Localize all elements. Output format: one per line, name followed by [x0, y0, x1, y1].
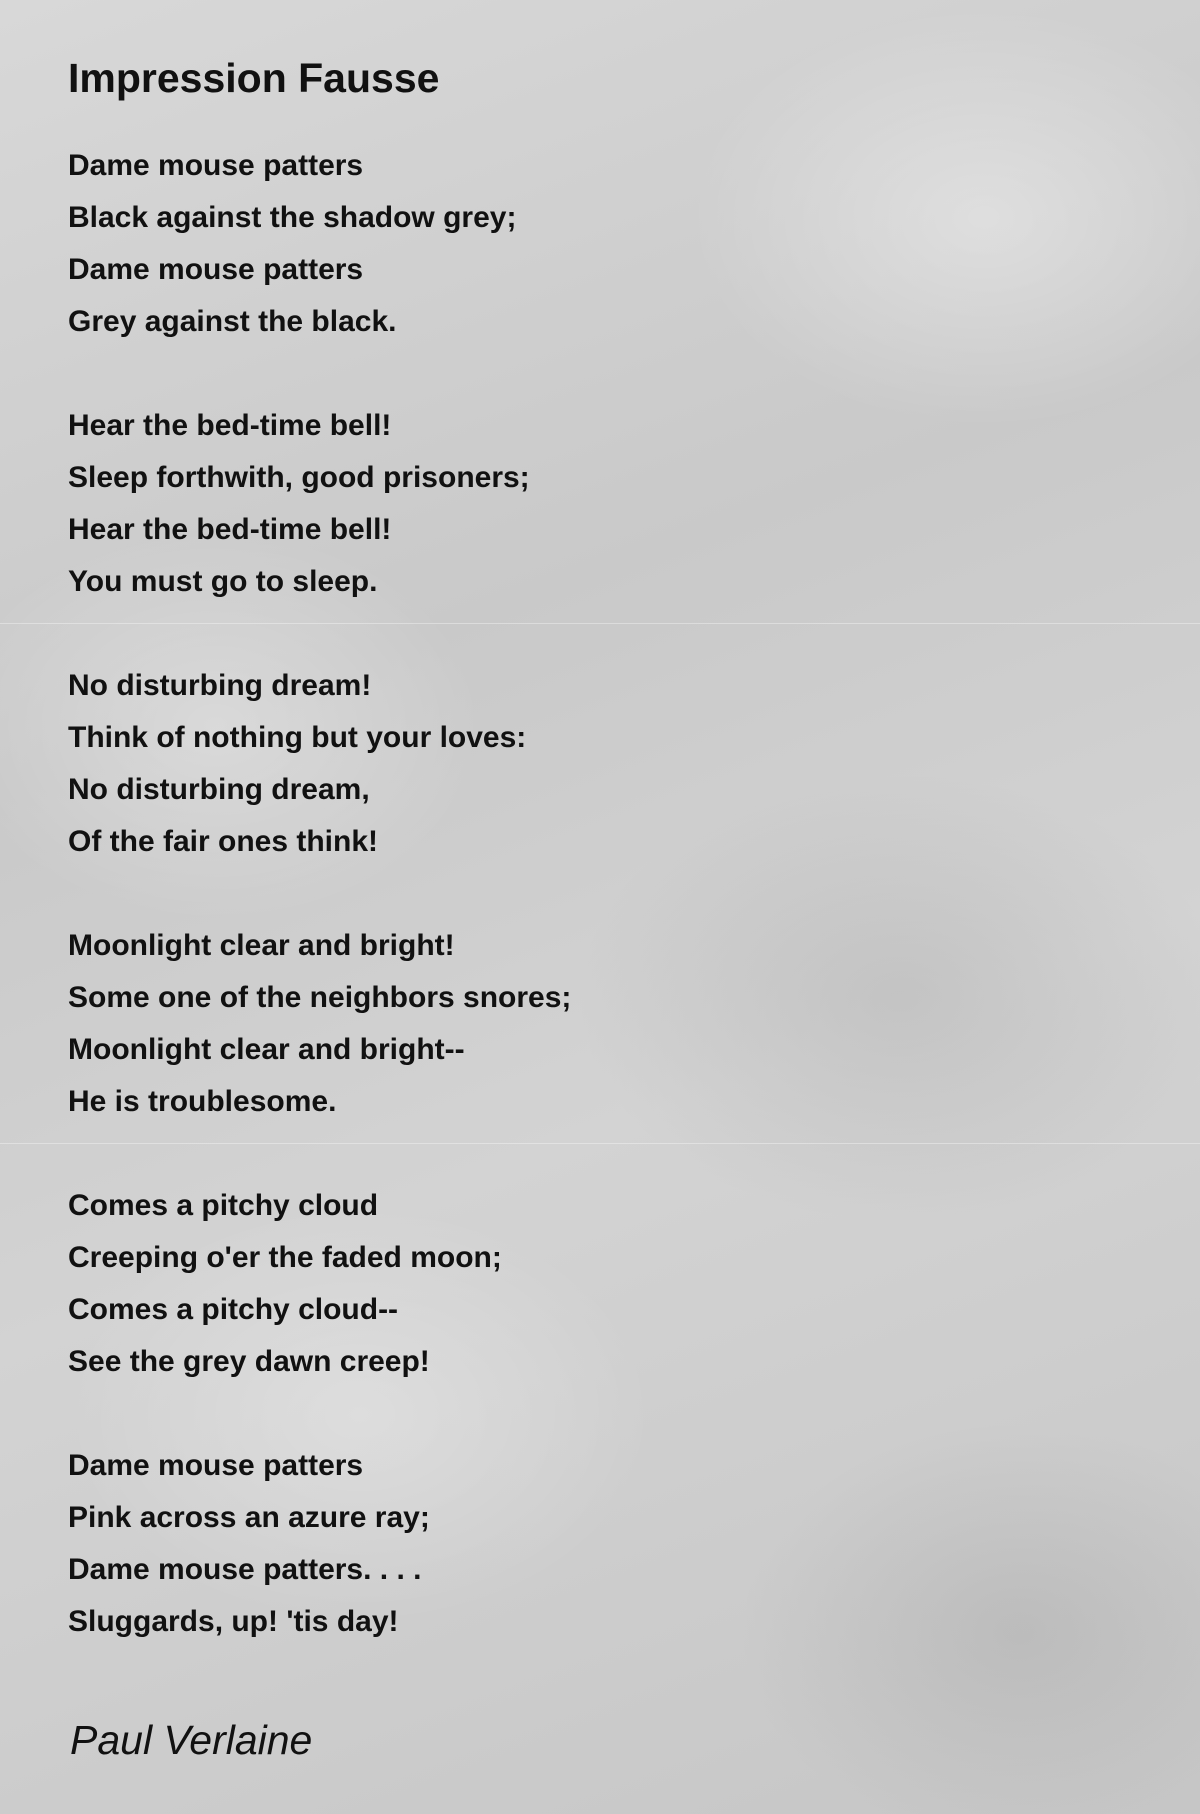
- poem-line: Dame mouse patters: [68, 1449, 364, 1482]
- poem-line: Think of nothing but your loves:: [68, 721, 527, 754]
- poem-title: Impression Fausse: [68, 55, 440, 101]
- poem-line: Comes a pitchy cloud--: [68, 1293, 399, 1326]
- poem-line: Sleep forthwith, good prisoners;: [68, 461, 530, 494]
- poem-line: See the grey dawn creep!: [68, 1345, 430, 1378]
- poem-line: Some one of the neighbors snores;: [68, 981, 572, 1014]
- stanza-2: [68, 400, 1128, 608]
- stanza-4: [68, 920, 1128, 1128]
- poem-line: Pink across an azure ray;: [68, 1501, 430, 1534]
- poem-line: Creeping o'er the faded moon;: [68, 1241, 502, 1274]
- poem-line: Dame mouse patters: [68, 253, 364, 286]
- poem-line: Grey against the black.: [68, 305, 397, 338]
- poem-line: He is troublesome.: [68, 1085, 337, 1118]
- stanza-3: [68, 660, 1128, 868]
- poem-line: Comes a pitchy cloud: [68, 1189, 379, 1222]
- stanza-5: [68, 1180, 1128, 1388]
- poem-line: Dame mouse patters: [68, 149, 364, 182]
- poem-line: Dame mouse patters. . . .: [68, 1553, 422, 1586]
- poem-line: Sluggards, up! 'tis day!: [68, 1605, 399, 1638]
- poem-line: Hear the bed-time bell!: [68, 409, 392, 442]
- stanza-6: [68, 1440, 1128, 1648]
- poem-line: No disturbing dream,: [68, 773, 370, 806]
- poem-line: Moonlight clear and bright!: [68, 929, 455, 962]
- poem-line: You must go to sleep.: [68, 565, 378, 598]
- poem-line: Hear the bed-time bell!: [68, 513, 392, 546]
- poem-line: Moonlight clear and bright--: [68, 1033, 465, 1066]
- stanza-1: [68, 140, 1128, 348]
- poem-line: Of the fair ones think!: [68, 825, 379, 858]
- poem-line: No disturbing dream!: [68, 669, 372, 702]
- poem-line: Black against the shadow grey;: [68, 201, 517, 234]
- poem-body: [68, 48, 1128, 1700]
- poem-author: Paul Verlaine: [70, 1717, 313, 1763]
